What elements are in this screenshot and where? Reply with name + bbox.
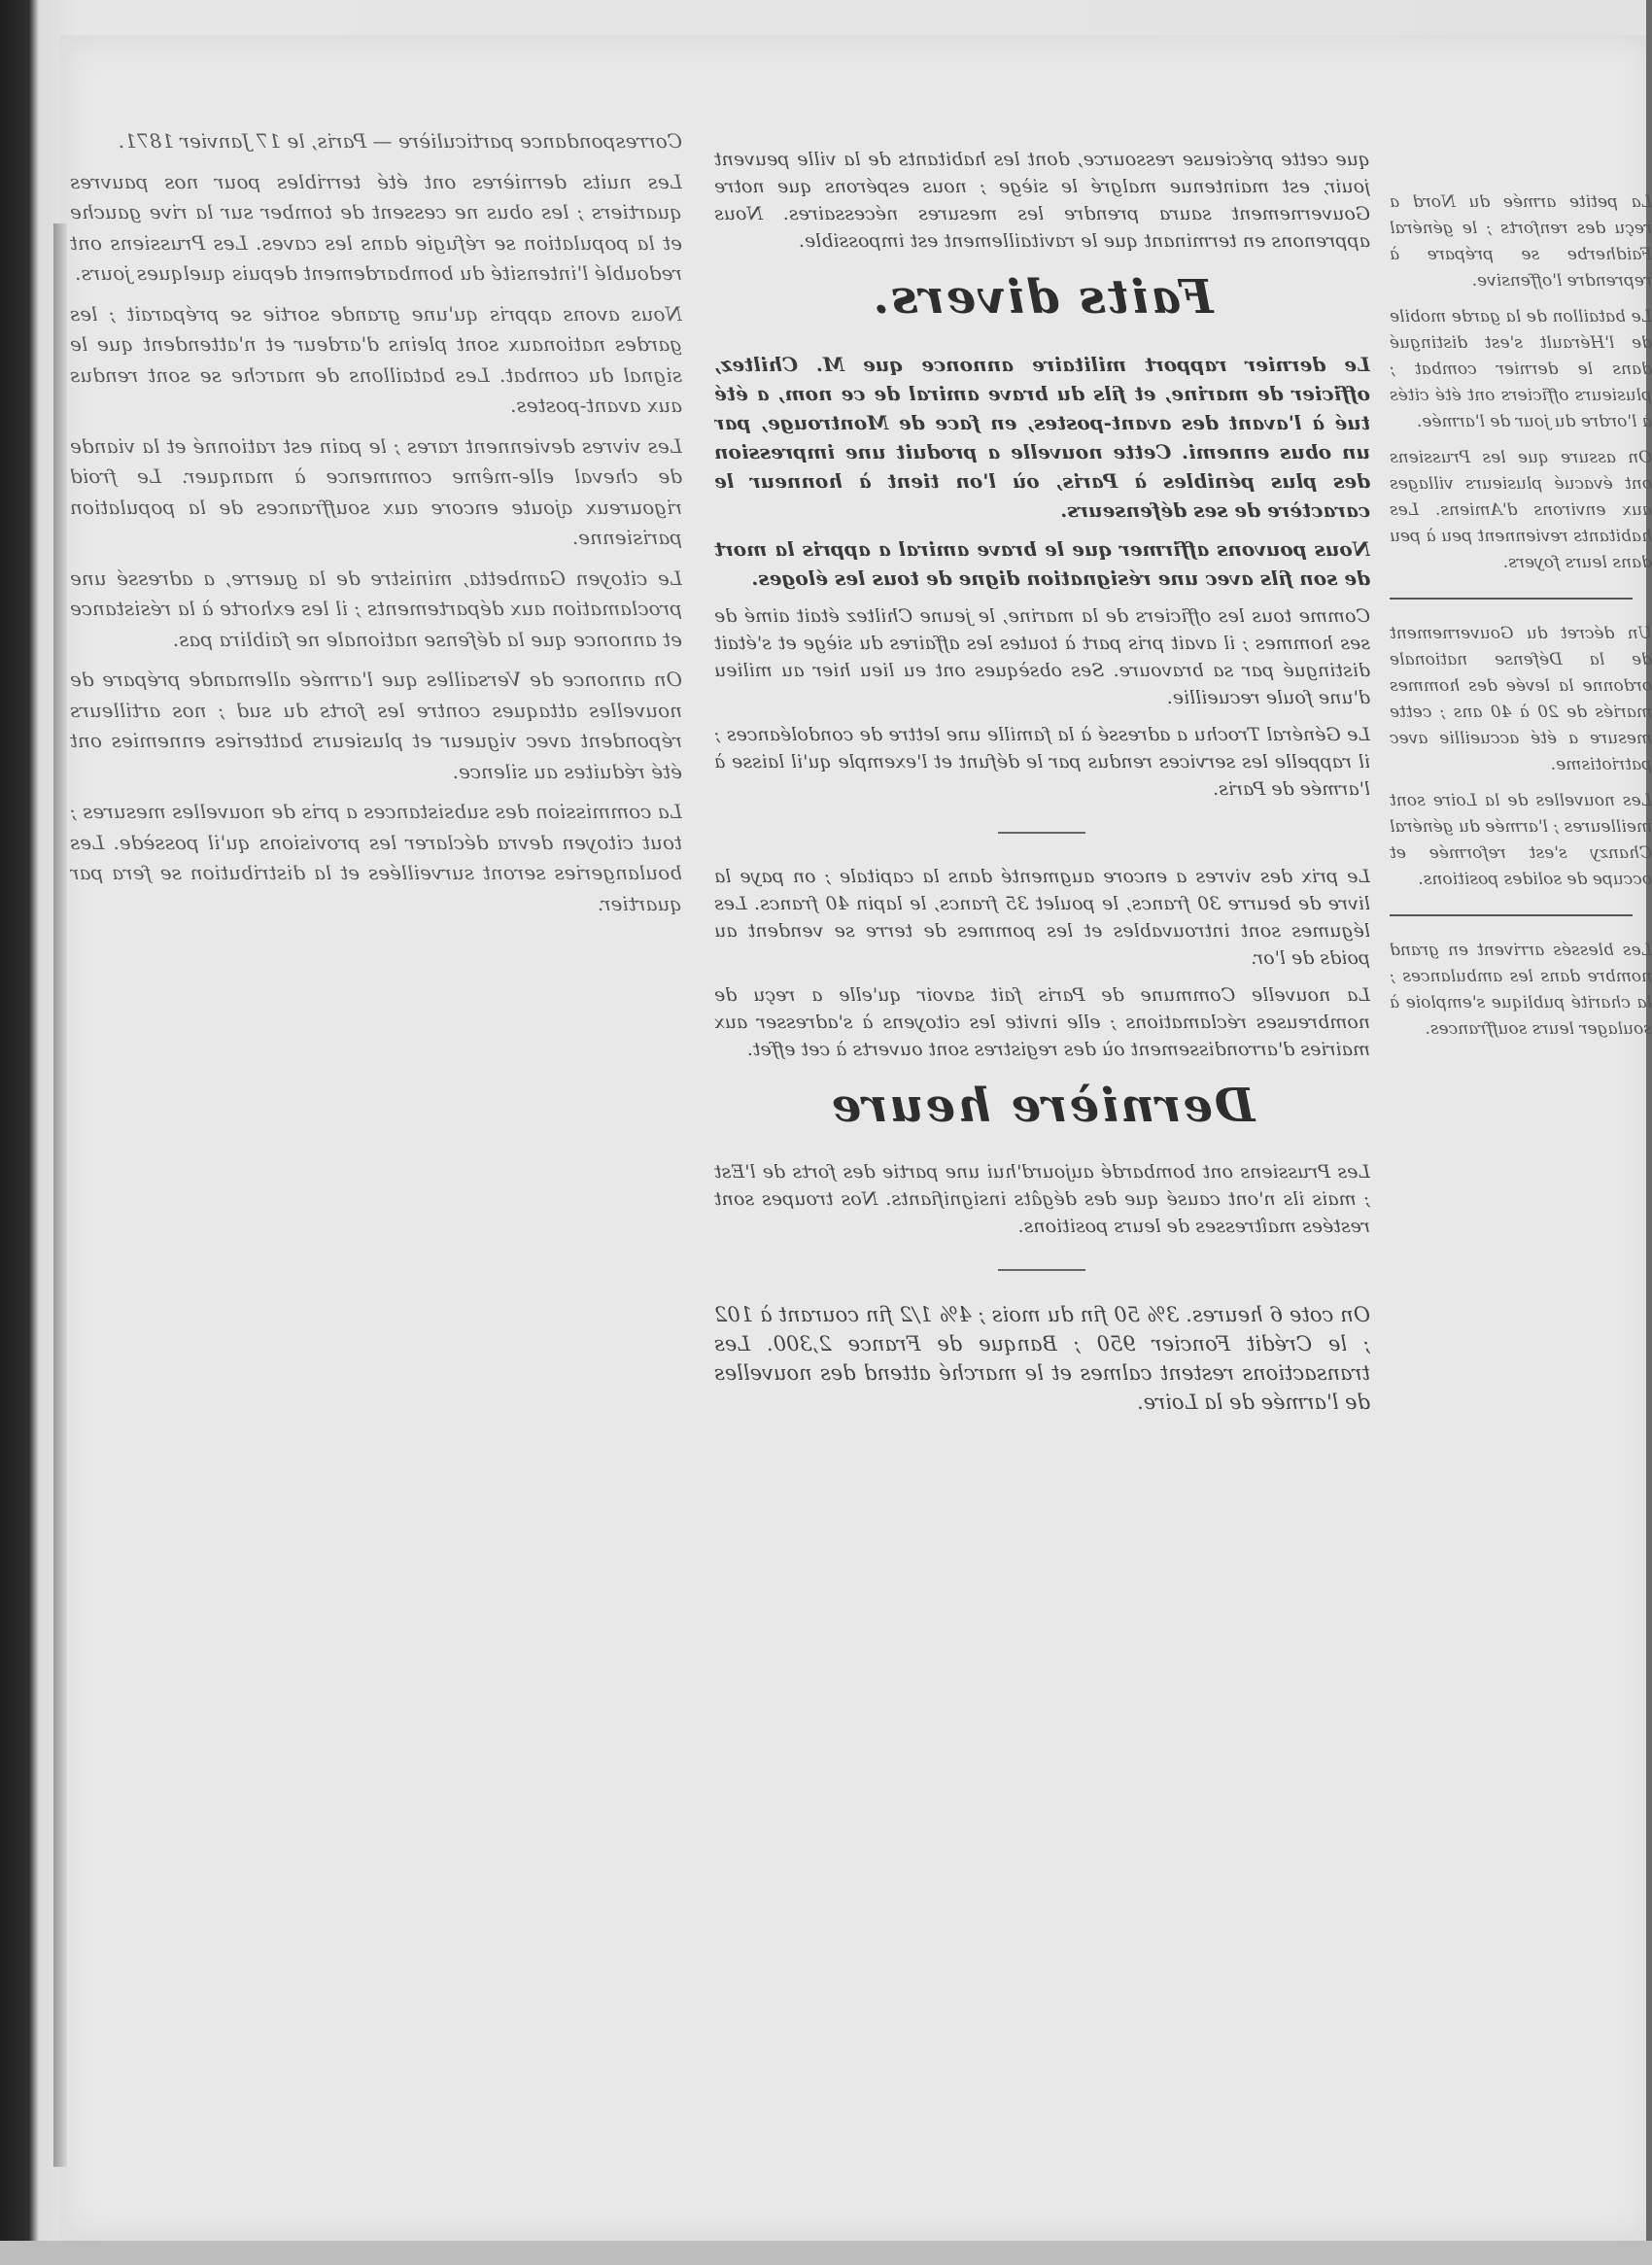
correspondence-header: Correspondance particulière — Paris, le 17 Janvier 1871. [118, 129, 682, 153]
left-paragraph: Les nuits dernières ont été terribles pour nos pauvres quartiers ; les obus ne cessent de tomber sur la rive gauche et la population se réfugie dans les caves. Les Prussiens ont redoublé l'intensité du bombardement depuis quelques jours. [70, 169, 682, 285]
right-paragraph: On assure que les Prussiens ont évacué plusieurs villages aux environs d'Amiens. Les habitants reviennent peu à peu dans leurs foyers. [1390, 448, 1652, 572]
right-paragraph: Le bataillon de la garde mobile de l'Hérault s'est distingué dans le dernier combat ; plusieurs officiers ont été cités à l'ordre du jour de l'armée. [1390, 307, 1652, 431]
bold-paragraph: Nous pouvons affirmer que le brave amiral a appris la mort de son fils avec une résignation digne de tous les éloges. [714, 537, 1370, 590]
mid-paragraph: Comme tous les officiers de la marine, le jeune Chiltez était aimé de ses hommes ; il avait pris part à toutes les affaires du siège et s'était distingué par sa bravoure. Ses obsèques ont eu lieu hier au milieu d'une foule recueillie. [714, 605, 1370, 708]
bold-paragraph: Le dernier rapport militaire annonce que M. Chiltez, officier de marine, et fils du brave amiral de ce nom, a été tué à l'avant des avant-postes, en face de Montrouge, par un obus ennemi. Cette nouvelle a produit une impression des plus pénibles à Paris, où l'on tient à honneur le caractère de ses défenseurs. [714, 353, 1370, 522]
right-column [1390, 189, 1652, 2016]
section-divider [999, 1269, 1086, 1271]
left-paragraph: Le citoyen Gambetta, ministre de la guerre, a adressé une proclamation aux départements ; il les exhorte à la résistance et annonce que la défense nationale ne faiblira pas. [70, 566, 682, 651]
last-news-paragraph: Les Prussiens ont bombardé aujourd'hui une partie des forts de l'Est ; mais ils n'ont causé que des dégâts insignifiants. Nos troupes sont restées maîtresses de leurs positions. [714, 1161, 1370, 1237]
mid-paragraph: Le prix des vivres a encore augmenté dans la capitale ; on paye la livre de beurre 30 francs, le poulet 35 francs, le lapin 40 francs. Les légumes sont introuvables et les pommes de terre se vendent au poids de l'or. [714, 866, 1370, 969]
right-paragraph: Les nouvelles de la Loire sont meilleures ; l'armée du général Chanzy s'est reformée et occupe de solides positions. [1390, 791, 1652, 889]
left-column [70, 126, 682, 2070]
mid-paragraph: Le Général Trochu a adressé à la famille une lettre de condoléances ; il rappelle les services rendus par le défunt et l'exemple qu'il laisse à l'armée de Paris. [714, 724, 1370, 800]
left-paragraph: Les vivres deviennent rares ; le pain est rationné et la viande de cheval elle-même commence à manquer. Le froid rigoureux ajoute encore aux souffrances de la population parisienne. [70, 433, 682, 549]
left-paragraph: La commission des subsistances a pris de nouvelles mesures ; tout citoyen devra déclarer les provisions qu'il possède. Les boulangeries seront surveillées et la distribution se fera par quartier. [70, 800, 682, 915]
right-paragraph: La petite armée du Nord a reçu des renforts ; le général Faidherbe se prépare à reprendre l'offensive. [1390, 192, 1652, 291]
intro-paragraph: que cette précieuse ressource, dont les habitants de la ville peuvent jouir, est maintenue malgré le siège ; nous espérons que notre Gouvernement saura prendre les mesures nécessaires. Nous apprenons en terminant que le ravitaillement est impossible. [714, 149, 1370, 252]
mid-paragraph: La nouvelle Commune de Paris fait savoir qu'elle a reçu de nombreuses réclamations ; elle invite les citoyens à s'adresser aux mairies d'arrondissement où des registres sont ouverts à cet effet. [714, 984, 1370, 1060]
page-fold-shadow [53, 223, 67, 2167]
left-paragraph: Nous avons appris qu'une grande sortie se préparait ; les gardes nationaux sont pleins d'ardeur et n'attendent que le signal du combat. Les bataillons de marche se sont rendus aux avant-postes. [70, 301, 682, 417]
derniere-heure-heading: Dernière heure [829, 1079, 1256, 1133]
market-report-paragraph: On cote 6 heures. 3% 50 fin du mois ; 4% 1/2 fin courant à 102 ; le Crédit Foncier 950 ; Banque de France 2,300. Les transactions restent calmes et le marché attend des nouvelles de l'armée de la Loire. [714, 1303, 1370, 1414]
column-divider [1390, 914, 1633, 916]
left-paragraph: On annonce de Versailles que l'armée allemande prépare de nouvelles attaques contre les forts du sud ; nos artilleurs répondent avec vigueur et plusieurs batteries ennemies ont été réduites au silence. [70, 668, 682, 783]
scan-bottom-strip [0, 2241, 1652, 2265]
right-paragraph: Un décret du Gouvernement de la Défense nationale ordonne la levée des hommes mariés de 20 à 40 ans ; cette mesure a été accueillie avec patriotisme. [1390, 624, 1652, 774]
column-divider [1390, 598, 1633, 600]
middle-column [714, 146, 1370, 2089]
right-paragraph: Les blessés arrivent en grand nombre dans les ambulances ; la charité publique s'emploie à soulager leurs souffrances. [1390, 941, 1652, 1039]
section-divider [999, 832, 1086, 834]
faits-divers-heading: Faits divers. [871, 270, 1214, 325]
